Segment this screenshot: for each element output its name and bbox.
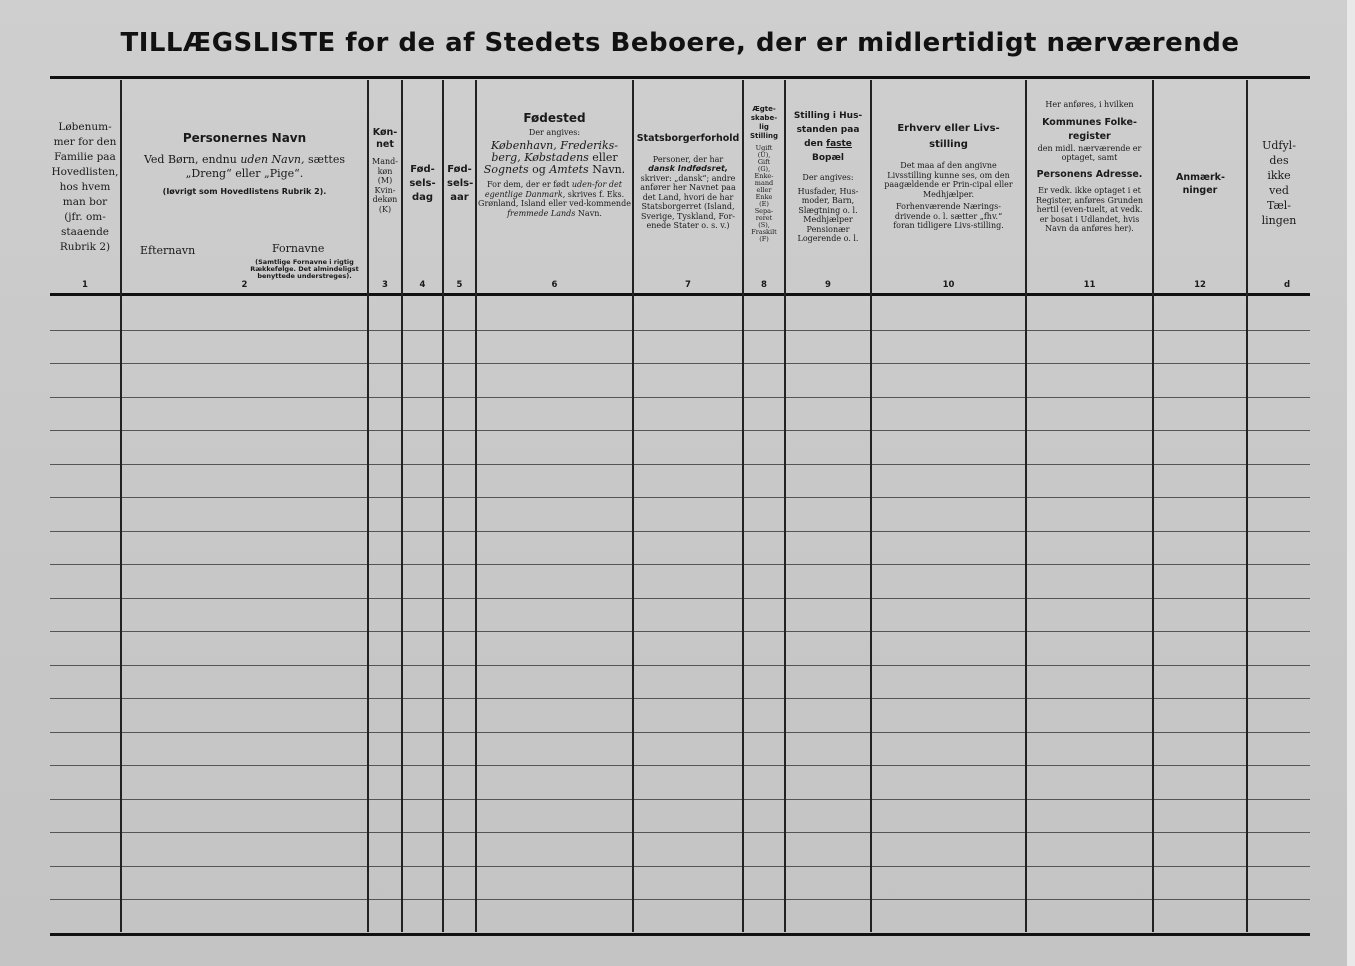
col-header-2 — [122, 83, 367, 293]
header-text: Tæl- — [1266, 199, 1292, 212]
header-heading: Fød-sels-aar — [447, 164, 474, 203]
header-text — [369, 157, 401, 214]
firstname-note: (Samtlige Fornavne i rigtig Rækkefølge. Det almindeligst benyttede understreges). — [250, 258, 359, 280]
table-row-line — [50, 665, 1310, 666]
col-number-11: 11 — [1083, 280, 1096, 290]
table-row-line — [50, 832, 1310, 833]
header-heading — [786, 109, 870, 165]
header-text-part: fremmede Lands — [507, 208, 576, 218]
table-row-line — [50, 866, 1310, 867]
header-text: Personer, der har — [652, 154, 724, 164]
header-text: Rubrik 2) — [59, 241, 111, 253]
header-text: Fraskilt — [751, 228, 777, 236]
header-text: (jfr. om- — [64, 211, 106, 223]
header-text-part: Bopæl — [811, 153, 844, 163]
col-number-12: 12 — [1194, 280, 1206, 290]
table-row-line — [50, 698, 1310, 699]
header-text: (F) — [759, 235, 769, 243]
header-text: Her anføres, i hvilken — [1045, 100, 1134, 109]
header-text: „Dreng“ eller „Pige“. — [185, 166, 304, 180]
form-title: TILLÆGSLISTE for de af Stedets Beboere, der er midlertidigt nærværende — [120, 28, 1240, 58]
header-text-part: faste — [826, 139, 852, 149]
header-text-part: skrives f. Eks. — [565, 189, 625, 199]
bottom-rule — [50, 933, 1310, 936]
table-row-line — [50, 464, 1310, 465]
col-number-1: 1 — [82, 280, 88, 290]
header-text-part: Stilling i Hus-standen paa den — [793, 111, 863, 149]
header-text: staaende — [60, 226, 110, 238]
header-text: Ugift — [755, 144, 773, 152]
header-text: mer for den — [53, 136, 117, 148]
header-text-part: Navn. — [588, 163, 626, 176]
header-text: ikke — [1267, 169, 1291, 182]
table-row-line — [50, 497, 1310, 498]
col-header-9 — [786, 83, 870, 293]
surname-label: Efternavn — [140, 244, 196, 257]
col-header-5 — [444, 83, 475, 293]
header-text-part: uden-for det egentlige Danmark, — [484, 180, 622, 199]
header-text-part: og — [528, 163, 550, 176]
header-text-part: For dem, der er født — [487, 180, 572, 189]
header-text-part: Amtets — [549, 163, 589, 176]
header-heading: Anmærk-ninger — [1176, 172, 1225, 196]
header-text — [477, 199, 632, 218]
table-row-line — [50, 732, 1310, 733]
col-number-4: 4 — [419, 280, 426, 290]
header-text-part: Sognets — [483, 163, 529, 176]
header-text: dekøn — [372, 195, 398, 204]
col-header-8 — [744, 83, 784, 293]
header-text — [477, 140, 632, 176]
header-heading: Personernes Navn — [182, 131, 307, 145]
header-text: Enke — [755, 193, 773, 201]
header-text: Det maa af den angivne Livsstilling kunne ses, om den paagældende er Prin-cipal eller Medhjælper. — [884, 161, 1013, 199]
header-text: Hovedlisten, — [51, 166, 119, 178]
col-header-3 — [369, 83, 401, 293]
header-text: ved — [1269, 184, 1289, 197]
header-text: (K) — [378, 204, 392, 214]
header-text — [744, 145, 784, 243]
header-heading: Fød-sels-dag — [409, 164, 436, 203]
header-text-part: uden Navn, — [240, 152, 305, 166]
header-text: dansk Indfødsret, — [648, 164, 728, 173]
header-text: lingen — [1261, 214, 1297, 227]
table-row-line — [50, 765, 1310, 766]
header-text-part: eller — [588, 151, 618, 164]
header-note: (Iøvrigt som Hovedlistens Rubrik 2). — [162, 186, 327, 196]
header-text: eller — [756, 186, 772, 194]
col-number-3: 3 — [382, 280, 388, 290]
header-text-part: Ved Børn, endnu — [143, 152, 241, 166]
col-number-5: 5 — [456, 280, 463, 290]
header-heading: Erhverv eller Livs-stilling — [897, 123, 1000, 150]
header-text: (E) — [759, 200, 769, 208]
header-text — [122, 153, 367, 167]
col-header-11 — [1027, 83, 1152, 293]
header-text: (U), — [757, 151, 771, 159]
col-number-9: 9 — [825, 280, 831, 290]
header-text: Er vedk. ikke optaget i et Register, anføres Grunden hertil (even-tuelt, at vedk. er bosat i Udlandet, hvis Navn da anføres her). — [1036, 186, 1143, 233]
col-number-10: 10 — [942, 280, 955, 290]
col-header-4 — [403, 83, 442, 293]
firstname-label: Fornavne — [272, 242, 325, 255]
header-text: Husfader, Hus-moder, Barn, Slægtning o. l. Medhjælper Pensionær Logerende o. l. — [797, 186, 859, 243]
table-row-line — [50, 899, 1310, 900]
table-row-line — [50, 397, 1310, 398]
header-text: den midl. nærværende er optaget, samt — [1037, 143, 1142, 162]
sheet-edge — [1347, 0, 1355, 966]
table-row-line — [50, 799, 1310, 800]
header-text: Sepa- — [754, 207, 774, 215]
header-text: Enke- — [754, 172, 774, 180]
top-rule — [50, 76, 1310, 79]
table-row-line — [50, 531, 1310, 532]
table-row-line — [50, 363, 1310, 364]
col-header-7 — [634, 83, 742, 293]
table-row-line — [50, 330, 1310, 331]
header-text: mand — [754, 179, 774, 187]
header-bottom-rule — [50, 293, 1310, 296]
col-header-6 — [477, 83, 632, 293]
header-heading: Ægte-skabe-lig Stilling — [750, 105, 778, 140]
header-heading: Personens Adresse. — [1036, 168, 1143, 180]
header-text: køn — [377, 166, 393, 176]
header-text: hos hvem — [59, 181, 111, 193]
header-text: man bor — [62, 196, 108, 208]
header-subheading: Der angives: — [802, 173, 854, 182]
header-subheading: Der angives: — [528, 127, 581, 137]
header-text-part: sættes — [304, 152, 345, 166]
header-text: (S), — [758, 221, 770, 229]
header-heading: Fødested — [523, 111, 586, 125]
col-header-10 — [872, 83, 1025, 293]
header-heading: Køn-net — [372, 127, 398, 150]
header-text: Kvin- — [374, 185, 396, 195]
col-number-2: 2 — [241, 280, 248, 290]
header-text: Mand- — [372, 157, 398, 166]
header-text: Familie paa — [54, 151, 116, 163]
header-text: Løbenum- — [58, 121, 112, 133]
header-text: Forhenværende Nærings-drivende o. l. sætter „fhv.“ foran tidligere Livs-stilling. — [893, 202, 1004, 230]
col-header-1 — [50, 120, 120, 330]
header-text-part: Grønland, Island eller ved-kommende — [478, 199, 631, 208]
table-row-line — [50, 564, 1310, 565]
header-heading: Kommunes Folke-register — [1042, 116, 1137, 142]
header-text: skriver: „dansk“; andre anfører her Navnet paa det Land, hvori de har Statsborgerret (Island, Sverige, Tyskland, For-enede Stater o. s. v.) — [640, 173, 736, 230]
header-text: (M) — [377, 176, 393, 185]
header-text: reret — [755, 214, 773, 222]
table-row-line — [50, 430, 1310, 431]
col-header-12 — [1154, 83, 1246, 293]
header-text-part: København, Frederiks-berg, Købstadens — [491, 139, 618, 164]
header-text: Udfyl- — [1262, 139, 1296, 152]
header-text — [477, 180, 632, 199]
header-text: Gift — [757, 158, 771, 166]
col-number-8: 8 — [761, 280, 767, 290]
col-header-13 — [1248, 138, 1310, 348]
col-number-7: 7 — [685, 280, 691, 290]
table-row-line — [50, 598, 1310, 599]
header-text: des — [1269, 154, 1289, 167]
header-text: (G), — [757, 165, 771, 173]
header-heading: Statsborgerforhold — [636, 133, 740, 144]
table-row-line — [50, 631, 1310, 632]
header-text-part: Navn. — [575, 208, 602, 218]
col-number-13: d — [1283, 280, 1291, 290]
col-number-6: 6 — [551, 280, 558, 290]
